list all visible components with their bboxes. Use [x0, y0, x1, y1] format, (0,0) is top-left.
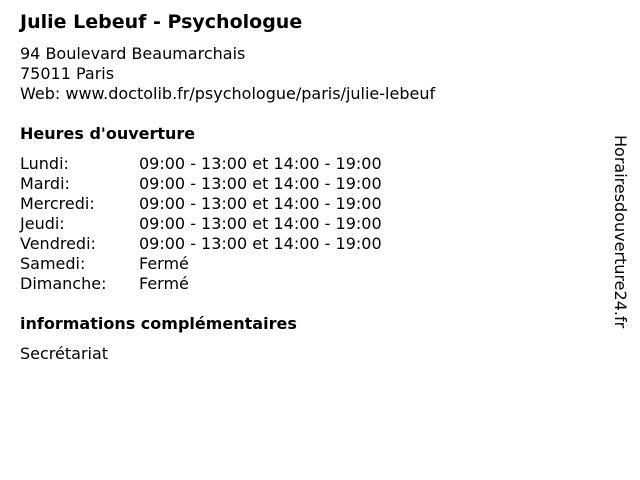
- hours-day: Dimanche:: [20, 274, 107, 293]
- address-web[interactable]: Web: www.doctolib.fr/psychologue/paris/julie-lebeuf: [20, 84, 436, 103]
- hours-day: Vendredi:: [20, 234, 96, 253]
- hours-value: Fermé: [139, 254, 189, 273]
- hours-value: 09:00 - 13:00 et 14:00 - 19:00: [139, 154, 382, 173]
- info-heading: informations complémentaires: [20, 314, 297, 333]
- hours-day: Mardi:: [20, 174, 70, 193]
- hours-value: 09:00 - 13:00 et 14:00 - 19:00: [139, 174, 382, 193]
- watermark-text: Horairesdouverture24.fr: [611, 135, 630, 329]
- hours-value: 09:00 - 13:00 et 14:00 - 19:00: [139, 234, 382, 253]
- page-title: Julie Lebeuf - Psychologue: [20, 11, 303, 33]
- hours-value: Fermé: [139, 274, 189, 293]
- address-city: 75011 Paris: [20, 64, 115, 83]
- hours-value: 09:00 - 13:00 et 14:00 - 19:00: [139, 214, 382, 233]
- hours-day: Jeudi:: [20, 214, 65, 233]
- hours-day: Mercredi:: [20, 194, 95, 213]
- watermark: [611, 135, 640, 345]
- hours-heading: Heures d'ouverture: [20, 124, 196, 143]
- address-street: 94 Boulevard Beaumarchais: [20, 44, 246, 63]
- address-block: [20, 44, 435, 104]
- hours-day: Samedi:: [20, 254, 86, 273]
- hours-day: Lundi:: [20, 154, 69, 173]
- hours-value: 09:00 - 13:00 et 14:00 - 19:00: [139, 194, 382, 213]
- info-text: Secrétariat: [20, 344, 109, 363]
